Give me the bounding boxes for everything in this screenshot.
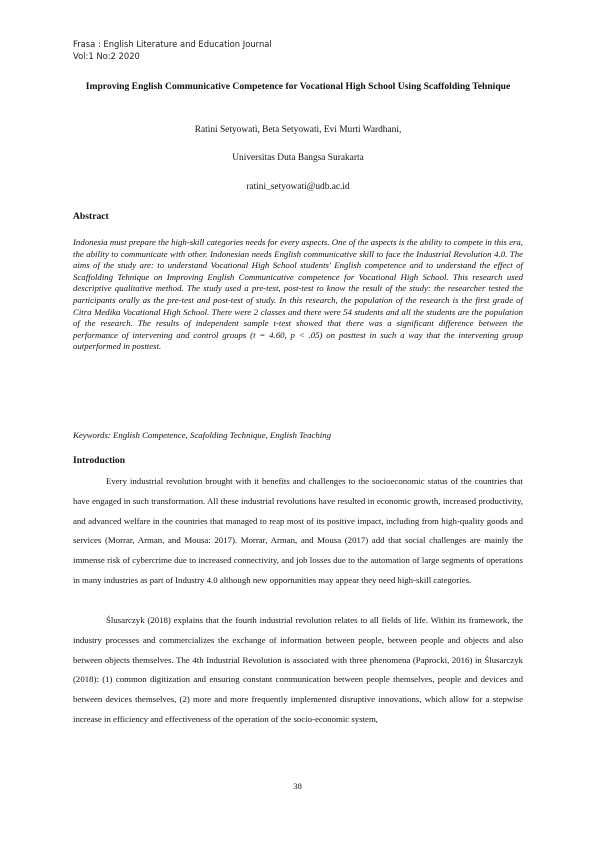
abstract-heading: Abstract bbox=[73, 211, 109, 222]
paper-title: Improving English Communicative Competence for Vocational High School Using Scaffolding Tehnique bbox=[85, 81, 511, 92]
paper-authors: Ratini Setyowati, Beta Setyowati, Evi Murti Wardhani, bbox=[194, 125, 402, 135]
journal-volume: Vol:1 No:2 2020 bbox=[73, 51, 140, 61]
journal-header bbox=[73, 38, 493, 62]
keywords-line: Keywords: English Competence, Scafolding Technique, English Teaching bbox=[73, 430, 332, 440]
introduction-heading: Introduction bbox=[73, 455, 126, 466]
paper-email: ratini_setyowati@udb.ac.id bbox=[246, 182, 350, 192]
paper-affiliation: Universitas Duta Bangsa Surakarta bbox=[232, 153, 364, 163]
abstract-text: Indonesia must prepare the high-skill categories needs for every aspects. One of the aspects is the ability to compete in this era, the ability to communicate with other. Indonesian needs English communicative skill to face the Industrial Revolution 4.0. The aims of the study are: to understand Vocational High School students' English competence and to understand the effect of Scaffolding Tehnique on Improving English Communicative competence for Vocational High School. This research used descriptive qualitative method. The study used a pre-test, post-test to know the result of the study: the researcher tested the participants orally as the pre-test and post-test of study. In this research, the population of the research is the first grade of Citra Medika Vocational High School. There were 2 classes and there were 54 students and all the students are the population of the research. The results of independent sample t-test showed that there was a significant difference between the performance of intervening and control groups (t = 4.60, p < .05) on posttest in such a way that the intervening group outperformed in posttest. bbox=[73, 237, 523, 352]
introduction-paragraph-2: Ślusarczyk (2018) explains that the fourth industrial revolution relates to all fields of life. Within its framework, the industry processes and commercializes the exchange of information between people, between people and objects and also between objects themselves. The 4th Industrial Revolution is associated with three phenomena (Paprocki, 2016) in Ślusarczyk (2018): (1) common digitization and ensuring constant communication between people themselves, people and devices and between devices themselves, (2) more and more frequently implemented disruptive innovations, which allow for a stepwise increase in efficiency and effectiveness of the operation of the socio-economic system, bbox=[73, 615, 523, 724]
page-number: 38 bbox=[293, 781, 302, 791]
journal-name: Frasa : English Literature and Education Journal bbox=[73, 39, 272, 49]
introduction-paragraph-1: Every industrial revolution brought with it benefits and challenges to the socioeconomic status of the countries that have engaged in such transformation. All these industrial revolutions have resulted in economic growth, increased productivity, and advanced welfare in the countries that managed to reap most of its positive impact, including from high-quality goods and services (Morrar, Arman, and Mousa: 2017). Morrar, Arman, and Mousa (2017) add that social challenges are mainly the immense risk of cybercrime due to increased connectivity, and job losses due to the automation of large segments of operations in many industries as part of Industry 4.0 although new opportunities may appear they need high-skill categories. bbox=[73, 476, 523, 585]
